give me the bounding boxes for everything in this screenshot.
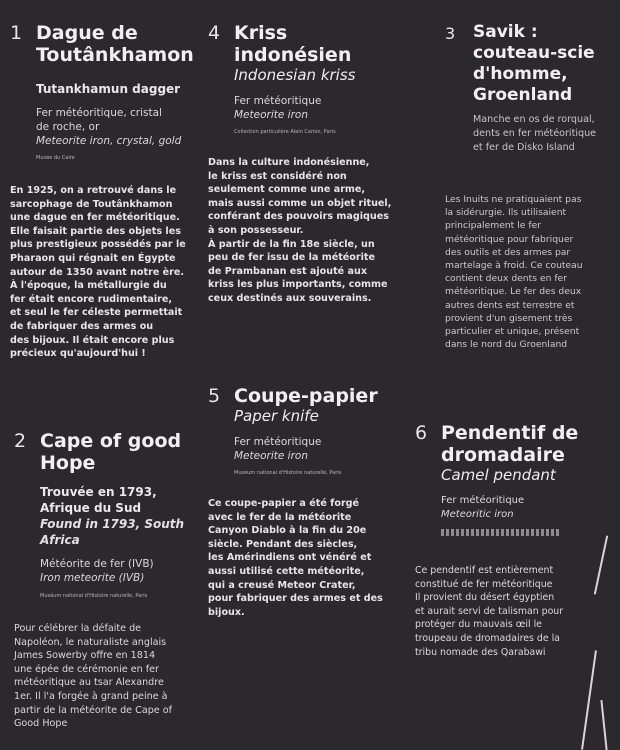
entry-source [441, 529, 561, 536]
entry-number: 3 [445, 24, 456, 43]
entry-title: Coupe-papier [234, 385, 378, 407]
entry-subtitle: Trouvée en 1793, Afrique du Sud [40, 485, 157, 515]
entry-number: 1 [10, 22, 23, 44]
entry-material-fr: Fer météoritique [441, 495, 525, 506]
entry-subtitle: Indonesian kriss [234, 66, 356, 84]
decorative-line [600, 700, 607, 750]
entry-4 [208, 22, 408, 306]
entry-5 [208, 385, 408, 619]
entry-material-fr: Manche en os de rorqual, dents en fer météoritique et fer de Disko Island [473, 114, 597, 153]
entry-subtitle: Camel pendant [441, 466, 556, 484]
entry-material-fr: Fer météoritique, cristal de roche, or [36, 107, 162, 133]
entry-material-en: Meteoritic iron [441, 509, 514, 520]
entry-number: 5 [208, 385, 221, 407]
entry-body: Dans la culture indonésienne, le kriss est considéré non seulement comme une arme, mais aussi comme un objet rituel, conférant des pouvoirs magiques à son possesseur. À partir de la fin 18e siècle, un peu de fer issu de la météorite de Prambanan est ajouté aux kriss les plus importants, comme ceux destinés aux souverains. [208, 157, 392, 304]
entry-source: Muséum national d'Histoire naturelle, Paris [40, 593, 148, 599]
entry-body: Les Inuits ne pratiquaient pas la sidérurgie. Ils utilisaient principalement le fer météoritique pour fabriquer des outils et des armes par martelage à froid. Ce couteau contient deux dents en fer météoritique. Le fer des deux autres dents est terrestre et provient d'un gisement très particulier et unique, présent dans le nord du Groenland [445, 194, 583, 351]
entry-subtitle: Tutankhamun dagger [36, 82, 181, 96]
entry-material-en: Meteorite iron [234, 109, 308, 121]
entry-title: Savik : couteau-scie d'homme, Groenland [473, 22, 595, 105]
decorative-line [581, 650, 597, 749]
entry-1 [10, 22, 200, 361]
entry-title: Kriss indonésien [234, 22, 352, 66]
entry-material-en: Meteorite iron [234, 450, 308, 462]
entry-source: Muséum national d'Histoire naturelle, Paris [234, 470, 342, 476]
entry-number: 2 [14, 430, 27, 452]
entry-material-en: Iron meteorite (IVB) [40, 572, 145, 584]
entry-source: Collection particulière Alain Carion, Paris [234, 129, 336, 135]
entry-source: Musée du Caire [36, 155, 75, 161]
entry-title: Cape of good Hope [40, 430, 182, 474]
entry-body: Ce pendentif est entièrement constitué de fer météoritique Il provient du désert égyptien et aurait servi de talisman pour protéger du mauvais œil le troupeau de dromadaires de la tribu nomade des Qarabawi [415, 565, 564, 658]
entry-3 [445, 22, 620, 351]
entry-number: 4 [208, 22, 221, 44]
entry-body: Pour célébrer la défaite de Napoléon, le naturaliste anglais James Sowerby offre en 1814 une épée de cérémonie en fer météoritique au tsar Alexandre 1er. Il l'a forgée à grand peine à partir de la météorite de Cape of Good Hope [14, 623, 172, 730]
entry-material-fr: Météorite de fer (IVB) [40, 558, 154, 570]
entry-number: 6 [415, 422, 428, 444]
entry-6 [415, 422, 610, 659]
entry-subtitle: Paper knife [234, 407, 319, 425]
entry-2 [14, 430, 204, 731]
entry-material-fr: Fer météoritique [234, 436, 322, 448]
entry-title: Pendentif de dromadaire [441, 422, 579, 466]
entry-title: Dague de Toutânkhamon [36, 22, 194, 66]
entry-material-fr: Fer météoritique [234, 95, 322, 107]
entry-body: Ce coupe-papier a été forgé avec le fer de la météorite Canyon Diablo à la fin du 20e siècle. Pendant des siècles, les Amérindiens ont vénéré et aussi utilisé cette météorite, qui a creusé Meteor Crater, pour fabriquer des armes et des bijoux. [208, 498, 383, 618]
entry-body: En 1925, on a retrouvé dans le sarcophage de Toutânkhamon une dague en fer météoritique. Elle faisait partie des objets les plus prestigieux possédés par le Pharaon qui régnait en Égypte autour de 1350 avant notre ère. À l'époque, la métallurgie du fer était encore rudimentaire, et seul le fer céleste permettait de fabriquer des armes ou des bijoux. Il était encore plus précieux qu'aujourd'hui ! [10, 185, 186, 360]
entry-subtitle-en: Found in 1793, South Africa [40, 517, 185, 547]
entry-material-en: Meteorite iron, crystal, gold [36, 135, 182, 147]
